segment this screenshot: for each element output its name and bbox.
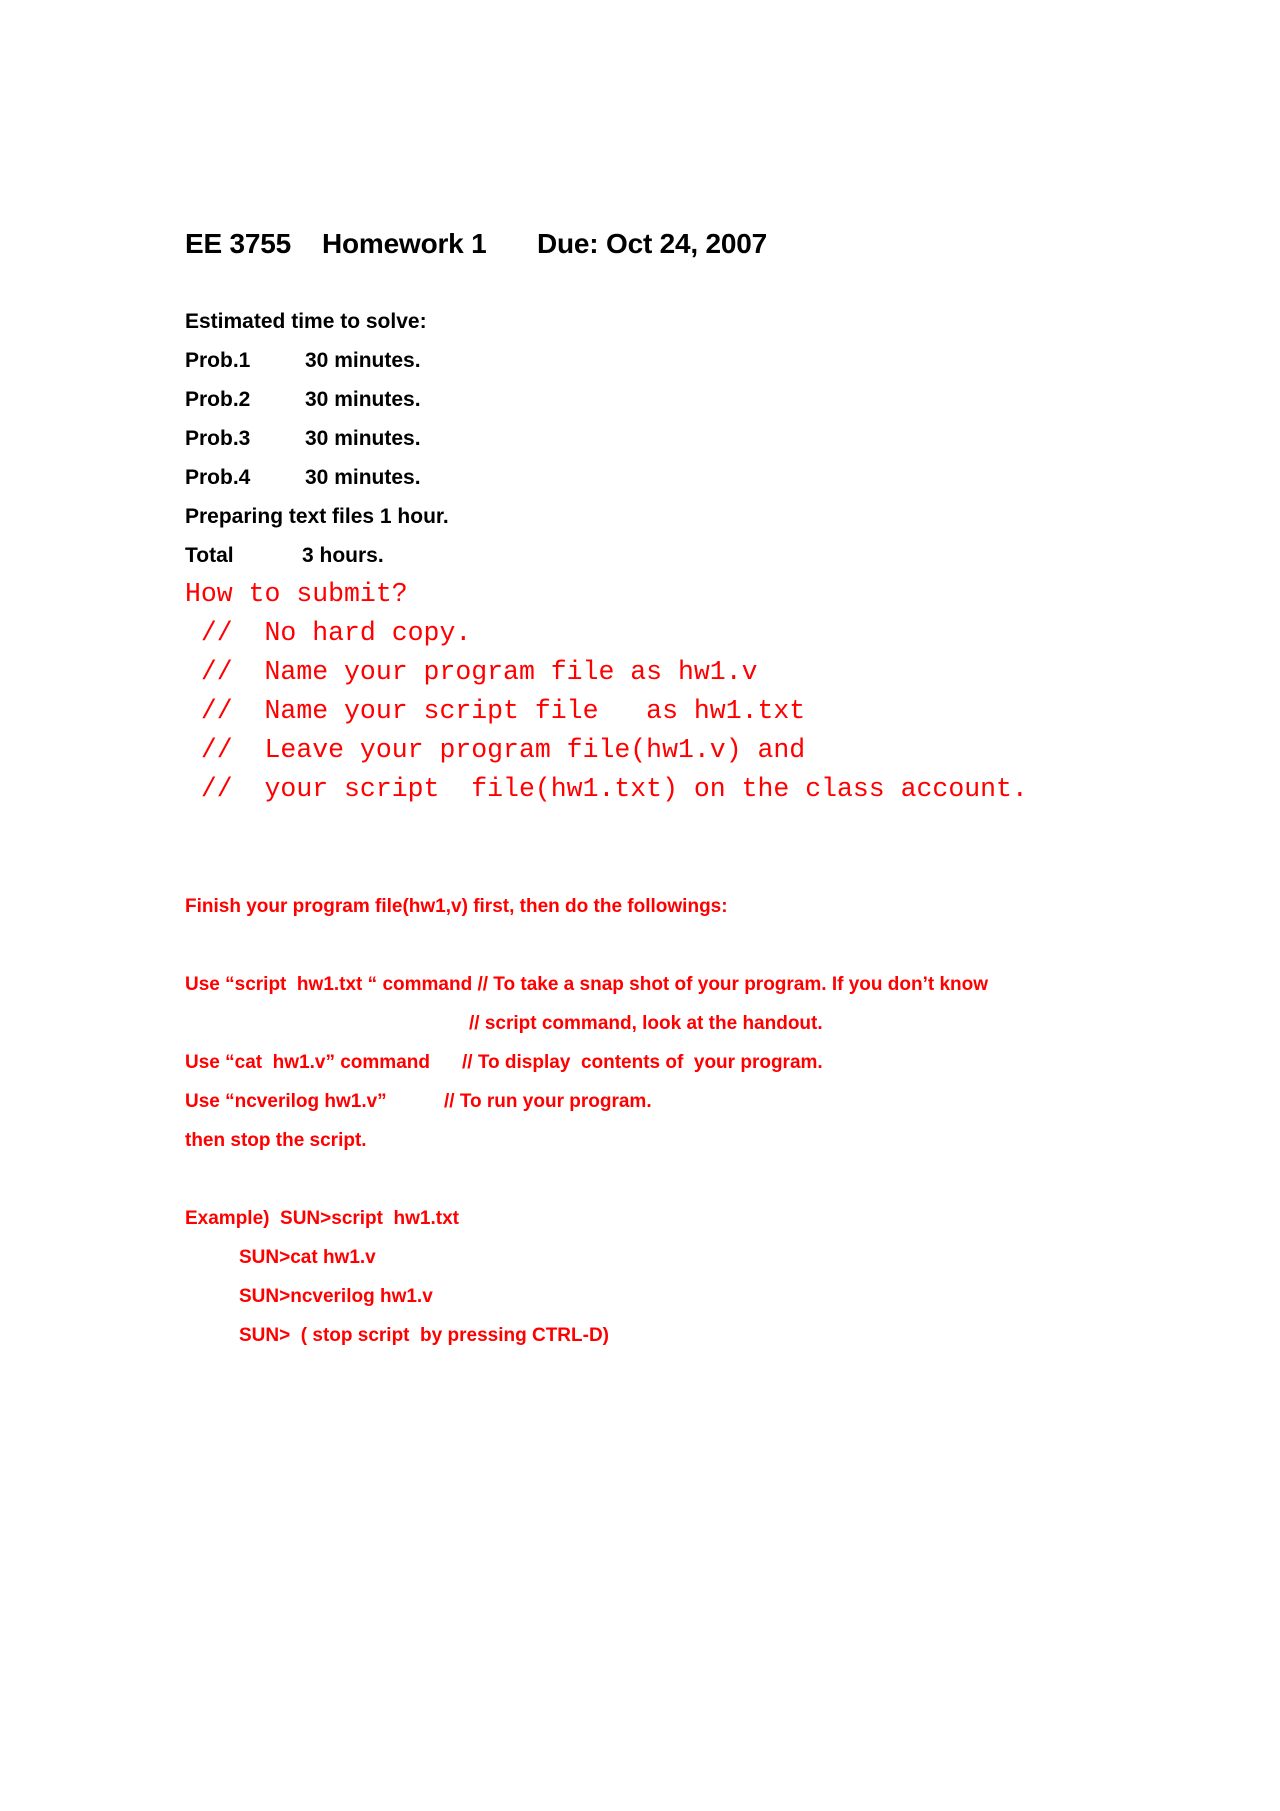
estimate-row-label: Prob.2 (185, 388, 251, 411)
estimate-total-value: 3 hours. (302, 544, 384, 567)
submit-line: // No hard copy. (185, 618, 472, 648)
submit-line: // Leave your program file(hw1.v) and (185, 735, 806, 765)
example-line: SUN>ncverilog hw1.v (239, 1286, 433, 1307)
estimate-row-label: Prob.4 (185, 466, 251, 489)
stop-script-line: then stop the script. (185, 1130, 367, 1151)
estimate-row-value: 30 minutes. (305, 388, 421, 411)
estimate-heading: Estimated time to solve: (185, 310, 427, 333)
script-command-line: Use “script hw1.txt “ command // To take a snap shot of your program. If you don’t know (185, 974, 989, 995)
instructions-intro: Finish your program file(hw1,v) first, then do the followings: (185, 896, 728, 917)
due-date: Due: Oct 24, 2007 (537, 228, 768, 259)
example-line: Example) SUN>script hw1.txt (185, 1208, 459, 1229)
submit-line: // Name your program file as hw1.v (185, 657, 758, 687)
example-line: SUN> ( stop script by pressing CTRL-D) (239, 1325, 610, 1346)
assignment-name: Homework 1 (322, 228, 487, 259)
submit-line: // your script file(hw1.txt) on the class account. (185, 774, 1028, 804)
estimate-row-label: Prob.3 (185, 427, 251, 450)
script-command-continuation: // script command, look at the handout. (469, 1013, 823, 1034)
cat-comment: // To display contents of your program. (462, 1052, 823, 1073)
ncverilog-comment: // To run your program. (444, 1091, 652, 1112)
ncverilog-command: Use “ncverilog hw1.v” (185, 1091, 387, 1112)
course-code: EE 3755 (185, 228, 292, 259)
estimate-preparing: Preparing text files 1 hour. (185, 505, 449, 528)
submit-line: // Name your script file as hw1.txt (185, 696, 806, 726)
submit-heading: How to submit? (185, 579, 408, 609)
cat-command: Use “cat hw1.v” command (185, 1052, 430, 1073)
estimate-row-value: 30 minutes. (305, 466, 421, 489)
example-line: SUN>cat hw1.v (239, 1247, 376, 1268)
estimate-total-label: Total (185, 544, 234, 567)
estimate-row-value: 30 minutes. (305, 427, 421, 450)
estimate-row-label: Prob.1 (185, 349, 251, 372)
estimate-row-value: 30 minutes. (305, 349, 421, 372)
